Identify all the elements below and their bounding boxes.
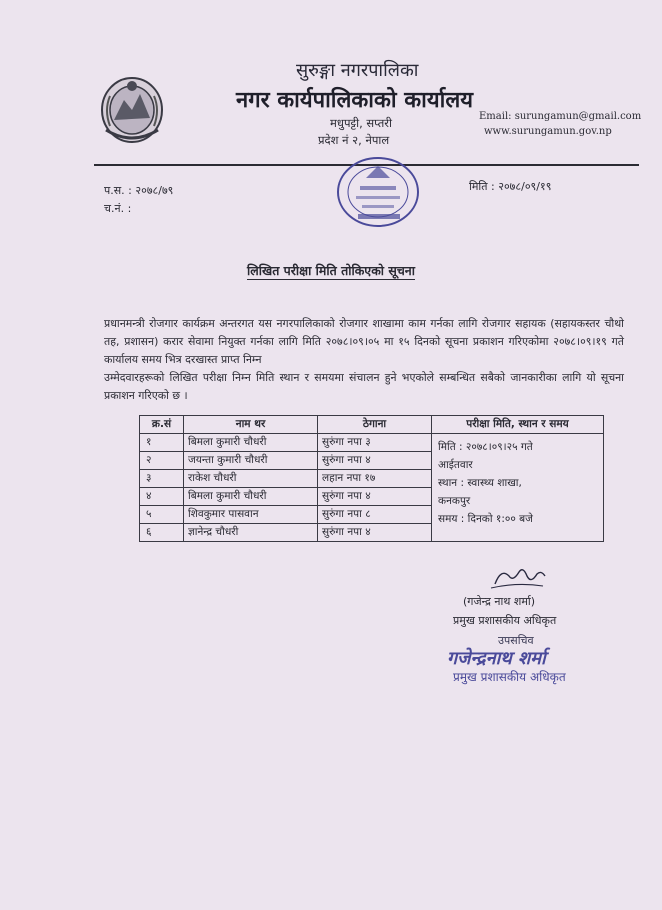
cell-serial: ५ xyxy=(140,506,184,524)
cell-exam-info xyxy=(432,434,604,542)
stamp-signatory-post: प्रमुख प्रशासकीय अधिकृत xyxy=(453,670,566,684)
exam-day: आईतवार xyxy=(438,459,473,471)
dispatch-number: च.नं. : xyxy=(104,202,132,215)
cell-name: ज्ञानेन्द्र चौधरी xyxy=(184,524,318,542)
table-row xyxy=(140,434,604,452)
email-address: Email: surungamun@gmail.com xyxy=(479,111,642,122)
address-line-2: प्रदेश नं २, नेपाल xyxy=(318,133,390,147)
government-emblem-icon xyxy=(96,70,168,146)
cell-address: सुरुंगा नपा ४ xyxy=(318,524,432,542)
col-address: ठेगाना xyxy=(318,416,432,434)
exam-time: समय : दिनको १:०० बजे xyxy=(438,513,533,525)
signatory-name: (गजेन्द्र नाथ शर्मा) xyxy=(463,595,536,608)
stamp-signatory-name: गजेन्द्रनाथ शर्मा xyxy=(447,648,546,669)
cell-name: जयन्ता कुमारी चौधरी xyxy=(184,452,318,470)
cell-serial: २ xyxy=(140,452,184,470)
address-line-1: मधुपट्टी, सप्तरी xyxy=(330,116,392,130)
cell-name: शिवकुमार पासवान xyxy=(184,506,318,524)
office-stamp-icon xyxy=(332,152,424,232)
office-name: नगर कार्यपालिकाको कार्यालय xyxy=(236,88,473,113)
cell-name: बिमला कुमारी चौधरी xyxy=(184,434,318,452)
col-name: नाम थर xyxy=(184,416,318,434)
candidate-table xyxy=(139,415,604,542)
cell-serial: ४ xyxy=(140,488,184,506)
cell-address: सुरुंगा नपा ४ xyxy=(318,452,432,470)
cell-address: सुरुंगा नपा ८ xyxy=(318,506,432,524)
cell-name: राकेश चौधरी xyxy=(184,470,318,488)
stamp-designation: उपसचिव xyxy=(498,634,534,647)
col-serial: क्र.सं xyxy=(140,416,184,434)
notice-body-text: प्रधानमन्त्री रोजगार कार्यक्रम अन्तरगत यस नगरपालिकाको रोजगार शाखामा काम गर्नका लागि रोजगार सहायक (सहायकस्तर चौथो तह, प्रशासन) करार सेवामा नियुक्त गर्नका लागि मिति २०७८।०९।०५ मा १५ दिनको सूचना प्रकाशन गरिएकोमा २०७८।०९।१९ गते कार्यालय समय भित्र दरखास्त प्राप्त निम्न xyxy=(104,317,624,366)
notice-title: लिखित परीक्षा मिति तोकिएको सूचना xyxy=(247,263,415,278)
exam-venue: स्थान : स्वास्थ्य शाखा, xyxy=(438,477,522,489)
municipality-name: सुरुङ्गा नगरपालिका xyxy=(296,60,419,81)
notice-body-last: उम्मेदवारहरूको लिखित परीक्षा निम्न मिति स्थान र समयमा संचालन हुने भएकोले सम्बन्धित सबैको जानकारीका लागि यो सूचना प्रकाशन गरिएको छ । xyxy=(104,371,624,402)
table-header-row xyxy=(140,416,604,434)
cell-serial: ६ xyxy=(140,524,184,542)
letter-ref-number: प.स. : २०७८/७९ xyxy=(104,184,174,197)
cell-address: सुरुंगा नपा ३ xyxy=(318,434,432,452)
col-exam-info: परीक्षा मिति, स्थान र समय xyxy=(432,416,604,434)
cell-address: सुरुंगा नपा ४ xyxy=(318,488,432,506)
cell-serial: १ xyxy=(140,434,184,452)
cell-name: बिमला कुमारी चौधरी xyxy=(184,488,318,506)
handwritten-signature-icon xyxy=(487,562,549,592)
cell-address: लहान नपा १७ xyxy=(318,470,432,488)
signatory-post: प्रमुख प्रशासकीय अधिकृत xyxy=(453,614,557,627)
cell-serial: ३ xyxy=(140,470,184,488)
letter-date: मिति : २०७८/०९/१९ xyxy=(469,180,552,193)
notice-body xyxy=(104,315,624,405)
website-address: www.surungamun.gov.np xyxy=(484,126,612,137)
exam-date: मिति : २०७८।०९।२५ गते xyxy=(438,441,533,453)
exam-venue-place: कनकपुर xyxy=(438,495,471,507)
